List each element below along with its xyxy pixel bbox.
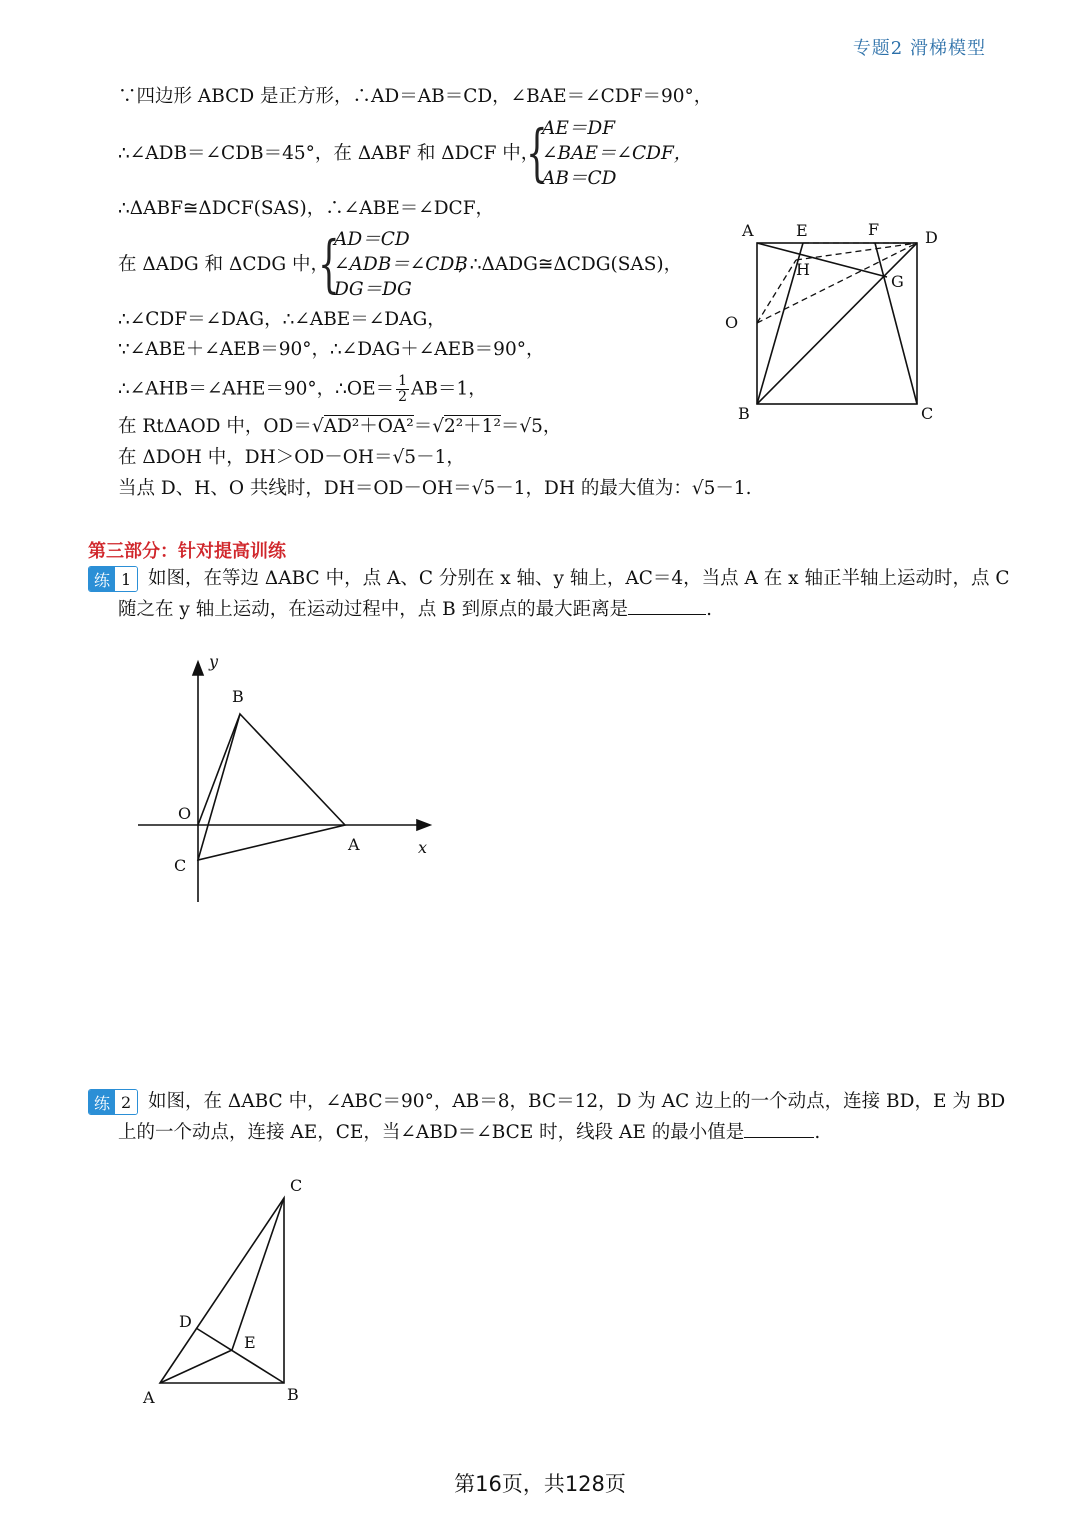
diagonal-bd [757,243,917,404]
exercise-1-line-2: 随之在 y 轴上运动，在运动过程中，点 B 到原点的最大距离是 . [118,595,712,625]
brace-icon: { [318,227,340,300]
exercise-2-line-1: 如图，在 ΔABC 中，∠ABC＝90°，AB＝8，BC＝12，D 为 AC 边上的一个动点，连接 BD，E 为 BD [148,1091,1006,1112]
solution-line-10: 当点 D、H、O 共线时，DH＝OD－OH＝√5－1，DH 的最大值为：√5－1. [118,478,752,499]
label-g: G [891,272,904,291]
label-b: B [287,1385,299,1404]
label-o: O [725,313,739,332]
segment-bd [196,1328,284,1383]
label-d: D [179,1312,192,1331]
label-a: A [742,221,754,240]
segment-cf [875,243,917,404]
system2-conclusion: , ∴ΔADG≅ΔCDG(SAS)， [458,254,683,275]
radicand-2: 2²＋1² [444,416,501,437]
label-o: O [178,804,192,823]
page-footer: 第16页，共128页 [454,1472,626,1496]
label-e: E [796,221,808,240]
figure-right-triangle [135,1170,315,1410]
label-a: A [348,835,360,854]
solution-line-8: 在 RtΔAOD 中，OD＝√AD²＋OA²＝√2²＋1²＝√5， [118,416,562,437]
fraction-half: $\frac{1}{2}$ [398,373,408,405]
label-e: E [244,1333,256,1352]
system1-line-2: ∠BAE＝∠CDF， [542,143,693,164]
label-c: C [290,1176,303,1195]
exercise-2-line-2: 上的一个动点，连接 AE，CE，当∠ABD＝∠BCE 时，线段 AE 的最小值是 . [118,1118,820,1148]
label-y: y [209,652,219,671]
solution-line-5: ∴∠CDF＝∠DAG，∴∠ABE＝∠DAG， [118,309,446,330]
system1-line-3: AB＝CD [542,168,617,189]
equation-system-1 [526,116,706,196]
oe-suffix: AB＝1， [411,378,487,400]
segment-ag [757,243,887,277]
label-a: A [143,1388,155,1407]
label-f: F [868,220,880,239]
solution-line-6: ∵∠ABE＋∠AEB＝90°，∴∠DAG＋∠AEB＝90°， [118,339,545,360]
system2-line-2: ∠ADB＝∠CDB [334,254,468,275]
system2-line-3: DG＝DG [334,279,412,300]
solution-line-7 [118,374,487,405]
solution-line-4: 在 ΔADG 和 ΔCDG 中， [118,254,329,275]
solution-line-3: ∴ΔABF≅ΔDCF(SAS)，∴∠ABE＝∠DCF， [118,198,495,219]
running-header: 专题2 滑梯模型 [852,38,986,59]
brace-icon: { [526,116,548,189]
solution-line-9: 在 ΔDOH 中，DH＞OD－OH＝√5－1， [118,447,465,468]
triangle-abc [198,714,345,860]
exercise-1-line-1: 如图，在等边 ΔABC 中，点 A、C 分别在 x 轴、y 轴上，AC＝4，当点 A 在 x 轴正半轴上运动时，点 C [148,568,1010,589]
label-x: x [418,838,428,857]
figure-square-abcd [715,212,955,432]
system1-line-1: AE＝DF [542,118,616,139]
answer-blank[interactable] [744,1119,814,1138]
segment-ob [198,714,240,825]
system2-line-1: AD＝CD [334,229,410,250]
radicand-1: AD²＋OA² [323,416,414,437]
label-d: D [925,228,938,247]
solution-line-1: ∵四边形 ABCD 是正方形，∴AD＝AB＝CD，∠BAE＝∠CDF＝90°， [118,86,713,107]
solution-line-2: ∴∠ADB＝∠CDB＝45°，在 ΔABF 和 ΔDCF 中， [118,143,540,164]
segment-ce [232,1198,284,1350]
exercise-1-badge: 练 1 [88,566,138,592]
label-b: B [232,687,244,706]
label-c: C [174,856,187,875]
label-b: B [738,404,750,423]
label-c: C [921,404,934,423]
label-h: H [796,260,810,279]
figure-coordinate-triangle [130,648,440,908]
exercise-2-badge: 练 2 [88,1089,138,1115]
answer-blank[interactable] [628,596,706,615]
section-title: 第三部分：针对提高训练 [88,541,286,562]
oe-prefix: ∴∠AHB＝∠AHE＝90°，∴OE＝ [118,378,395,400]
equation-system-2 [318,227,738,307]
y-axis-arrow-icon [193,662,203,675]
x-axis-arrow-icon [417,820,430,830]
